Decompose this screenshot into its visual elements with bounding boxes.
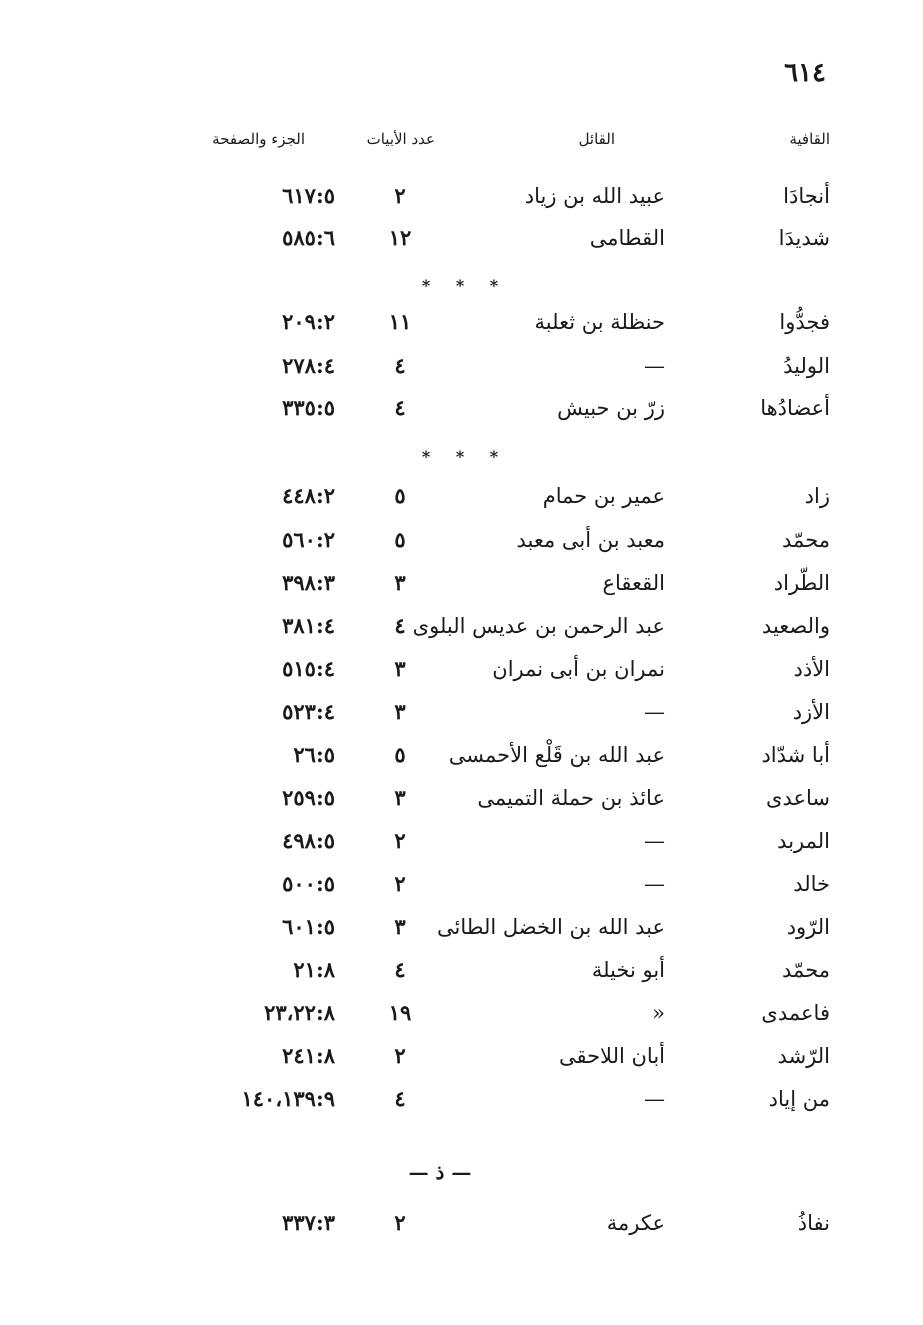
section-separator: * * * <box>421 276 509 295</box>
table-row <box>200 737 830 773</box>
volume-page-cell: ٢٧٨:٤ <box>282 353 335 378</box>
rhyme-cell: شديدَا <box>778 226 830 250</box>
rhyme-cell: الأذد <box>793 657 830 681</box>
rhyme-cell: محمّد <box>782 958 830 982</box>
rhyme-cell: المربد <box>777 829 830 853</box>
section-letter-heading: — ذ — <box>408 1160 472 1184</box>
verse-count-cell: ٢ <box>394 871 406 896</box>
table-row <box>200 220 830 256</box>
poet-cell: عائذ بن حملة التميمى <box>477 786 665 810</box>
poet-cell: أبان اللاحقى <box>558 1044 665 1068</box>
volume-page-cell: ٤٩٨:٥ <box>282 828 335 853</box>
rhyme-cell: أنجادَا <box>783 184 830 208</box>
header-volume-page: الجزء والصفحة <box>212 130 305 148</box>
table-row <box>200 952 830 988</box>
verse-count-cell: ٤ <box>394 353 406 378</box>
poet-cell: — <box>644 1087 665 1111</box>
rhyme-cell: والصعيد <box>761 614 830 638</box>
verse-count-cell: ٤ <box>394 957 406 982</box>
verse-count-cell: ٣ <box>394 785 406 810</box>
verse-count-cell: ٥ <box>394 483 406 508</box>
rhyme-cell: الوليدُ <box>783 354 830 378</box>
page-number: ٦١٤ <box>784 58 826 88</box>
rhyme-cell: فاعمدى <box>761 1001 830 1025</box>
table-row <box>200 1205 830 1241</box>
verse-count-cell: ٣ <box>394 570 406 595</box>
verse-count-cell: ٣ <box>394 914 406 939</box>
rhyme-cell: أبا شدّاد <box>761 743 830 767</box>
rhyme-cell: نفاذُ <box>797 1211 830 1235</box>
volume-page-cell: ٣٩٨:٣ <box>282 570 335 595</box>
poet-cell: « <box>652 1001 665 1025</box>
volume-page-cell: ٦١٧:٥ <box>282 183 335 208</box>
table-row <box>200 348 830 384</box>
poet-cell: القعقاع <box>602 571 665 595</box>
poet-cell: عبد الله بن الخضل الطائى <box>437 915 665 939</box>
volume-page-cell: ٢١:٨ <box>293 957 335 982</box>
volume-page-cell: ٣٣٧:٣ <box>282 1210 335 1235</box>
rhyme-cell: الأزد <box>792 700 830 724</box>
verse-count-cell: ٢ <box>394 828 406 853</box>
volume-page-cell: ٢٤١:٨ <box>282 1043 335 1068</box>
table-row <box>200 995 830 1031</box>
rhyme-cell: من إياد <box>768 1087 830 1111</box>
poet-cell: عبيد الله بن زياد <box>524 184 665 208</box>
rhyme-cell: أعضادُها <box>760 396 830 420</box>
volume-page-cell: ٦٠١:٥ <box>282 914 335 939</box>
poet-cell: عكرمة <box>606 1211 665 1235</box>
rhyme-cell: الرّود <box>786 915 830 939</box>
rhyme-cell: الطّراد <box>773 571 830 595</box>
volume-page-cell: ٥٨٥:٦ <box>282 225 335 250</box>
rhyme-cell: محمّد <box>782 528 830 552</box>
verse-count-cell: ٤ <box>394 613 406 638</box>
volume-page-cell: ٢٥٩:٥ <box>282 785 335 810</box>
table-row <box>200 866 830 902</box>
volume-page-cell: ٥٢٣:٤ <box>282 699 335 724</box>
volume-page-cell: ٥٦٠:٢ <box>282 527 335 552</box>
volume-page-cell: ٥١٥:٤ <box>282 656 335 681</box>
table-row <box>200 909 830 945</box>
poet-cell: عمير بن حمام <box>542 484 665 508</box>
verse-count-cell: ٤ <box>394 1086 406 1111</box>
verse-count-cell: ١٩ <box>388 1000 412 1025</box>
poet-cell: — <box>644 700 665 724</box>
poet-cell: زرّ بن حبيش <box>557 396 665 420</box>
table-row <box>200 565 830 601</box>
volume-page-cell: ٢٦:٥ <box>293 742 335 767</box>
table-row <box>200 780 830 816</box>
table-row <box>200 823 830 859</box>
poet-cell: حنظلة بن ثعلبة <box>534 310 665 334</box>
poet-cell: القطامى <box>589 226 665 250</box>
rhyme-cell: فجدُّوا <box>779 310 830 334</box>
volume-page-cell: ٢٠٩:٢ <box>282 309 335 334</box>
poet-cell: عبد الله بن قَلْع الأحمسى <box>448 743 665 767</box>
verse-count-cell: ٢ <box>394 1210 406 1235</box>
section-separator: * * * <box>421 447 509 466</box>
volume-page-cell: ١٤٠،١٣٩:٩ <box>241 1086 335 1111</box>
poet-cell: عبد الرحمن بن عديس البلوى <box>412 614 665 638</box>
verse-count-cell: ٢ <box>394 183 406 208</box>
volume-page-cell: ٥٠٠:٥ <box>282 871 335 896</box>
rhyme-cell: زاد <box>804 484 830 508</box>
table-row <box>200 1081 830 1117</box>
poet-cell: — <box>644 872 665 896</box>
volume-page-cell: ٢٣،٢٢:٨ <box>264 1000 335 1025</box>
rhyme-cell: خالد <box>793 872 830 896</box>
rhyme-cell: الرّشد <box>777 1044 830 1068</box>
header-verse-count: عدد الأبيات <box>366 130 435 148</box>
table-row <box>200 178 830 214</box>
verse-count-cell: ٥ <box>394 742 406 767</box>
table-row <box>200 522 830 558</box>
poet-cell: أبو نخيلة <box>591 958 665 982</box>
verse-count-cell: ١١ <box>388 309 412 334</box>
table-row <box>200 651 830 687</box>
table-row <box>200 390 830 426</box>
verse-count-cell: ٤ <box>394 395 406 420</box>
header-poet: القائل <box>578 130 615 148</box>
verse-count-cell: ٥ <box>394 527 406 552</box>
volume-page-cell: ٤٤٨:٢ <box>282 483 335 508</box>
poet-cell: معبد بن أبى معبد <box>516 528 665 552</box>
table-row <box>200 478 830 514</box>
volume-page-cell: ٣٨١:٤ <box>282 613 335 638</box>
verse-count-cell: ١٢ <box>388 225 412 250</box>
poet-cell: نمران بن أبى نمران <box>492 657 665 681</box>
table-row <box>200 608 830 644</box>
verse-count-cell: ٣ <box>394 699 406 724</box>
volume-page-cell: ٣٣٥:٥ <box>282 395 335 420</box>
header-rhyme: القافية <box>789 130 830 148</box>
verse-count-cell: ٣ <box>394 656 406 681</box>
table-row <box>200 1038 830 1074</box>
table-row <box>200 694 830 730</box>
poet-cell: — <box>644 354 665 378</box>
rhyme-cell: ساعدى <box>766 786 830 810</box>
verse-count-cell: ٢ <box>394 1043 406 1068</box>
table-row <box>200 304 830 340</box>
poet-cell: — <box>644 829 665 853</box>
